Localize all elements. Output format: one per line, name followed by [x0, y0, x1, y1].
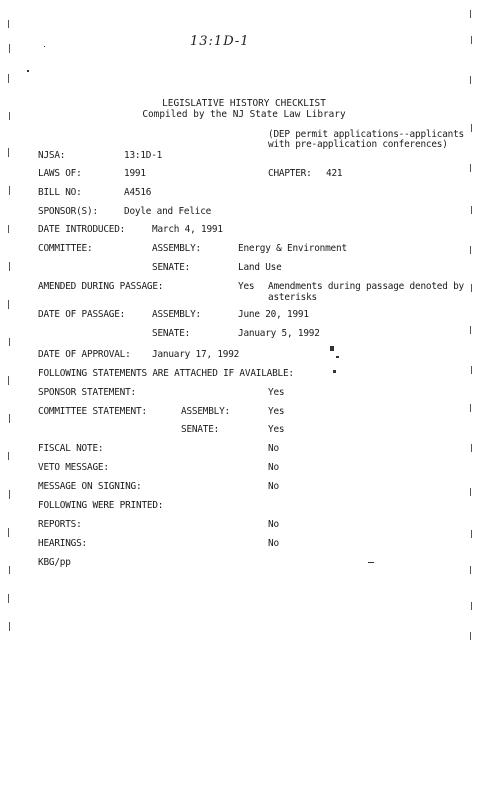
veto-message-label: VETO MESSAGE: — [38, 462, 109, 473]
approval-label: DATE OF APPROVAL: — [38, 349, 131, 360]
committee-statement-label: COMMITTEE STATEMENT: — [38, 406, 147, 417]
initials: KBG/pp — [38, 557, 71, 568]
bill-label: BILL NO: — [38, 187, 82, 198]
note-line-2: with pre-application conferences) — [268, 139, 448, 150]
committee-statement-senate-label: SENATE: — [181, 424, 220, 435]
veto-message-value: No — [268, 462, 279, 473]
chapter-value: 421 — [326, 168, 343, 179]
fiscal-note-label: FISCAL NOTE: — [38, 443, 104, 454]
statements-heading: FOLLOWING STATEMENTS ARE ATTACHED IF AVAILABLE: — [38, 368, 294, 379]
signing-message-value: No — [268, 481, 279, 492]
bill-value: A4516 — [124, 187, 152, 198]
amended-label: AMENDED DURING PASSAGE: — [38, 281, 164, 292]
signing-message-label: MESSAGE ON SIGNING: — [38, 481, 142, 492]
passage-label: DATE OF PASSAGE: — [38, 309, 126, 320]
committee-assembly-value: Energy & Environment — [238, 243, 347, 254]
passage-assembly-label: ASSEMBLY: — [152, 309, 201, 320]
amended-value: Yes — [238, 281, 255, 292]
handwritten-reference: 13:1D-1 — [190, 34, 250, 49]
committee-label: COMMITTEE: — [38, 243, 93, 254]
printed-heading: FOLLOWING WERE PRINTED: — [38, 500, 164, 511]
sponsor-statement-label: SPONSOR STATEMENT: — [38, 387, 136, 398]
njsa-value: 13:1D-1 — [124, 150, 163, 161]
passage-senate-label: SENATE: — [152, 328, 191, 339]
committee-statement-assembly-label: ASSEMBLY: — [181, 406, 230, 417]
approval-value: January 17, 1992 — [152, 349, 240, 360]
committee-assembly-label: ASSEMBLY: — [152, 243, 201, 254]
hearings-label: HEARINGS: — [38, 538, 87, 549]
laws-label: LAWS OF: — [38, 168, 82, 179]
reports-value: No — [268, 519, 279, 530]
sponsor-statement-value: Yes — [268, 387, 285, 398]
amended-note: Amendments during passage denoted by asterisks — [268, 281, 464, 303]
njsa-label: NJSA: — [38, 150, 66, 161]
hearings-value: No — [268, 538, 279, 549]
reports-label: REPORTS: — [38, 519, 82, 530]
introduced-label: DATE INTRODUCED: — [38, 224, 126, 235]
introduced-value: March 4, 1991 — [152, 224, 223, 235]
committee-senate-label: SENATE: — [152, 262, 191, 273]
committee-statement-senate-value: Yes — [268, 424, 285, 435]
note-line-1: (DEP permit applications--applicants — [268, 129, 464, 140]
fiscal-note-value: No — [268, 443, 279, 454]
sponsor-value: Doyle and Felice — [124, 206, 212, 217]
chapter-label: CHAPTER: — [268, 168, 312, 179]
document-title: LEGISLATIVE HISTORY CHECKLIST — [162, 98, 326, 109]
passage-assembly-value: June 20, 1991 — [238, 309, 309, 320]
committee-statement-assembly-value: Yes — [268, 406, 285, 417]
sponsor-label: SPONSOR(S): — [38, 206, 98, 217]
document-subtitle: Compiled by the NJ State Law Library — [142, 109, 346, 120]
laws-value: 1991 — [124, 168, 146, 179]
committee-senate-value: Land Use — [238, 262, 282, 273]
passage-senate-value: January 5, 1992 — [238, 328, 320, 339]
